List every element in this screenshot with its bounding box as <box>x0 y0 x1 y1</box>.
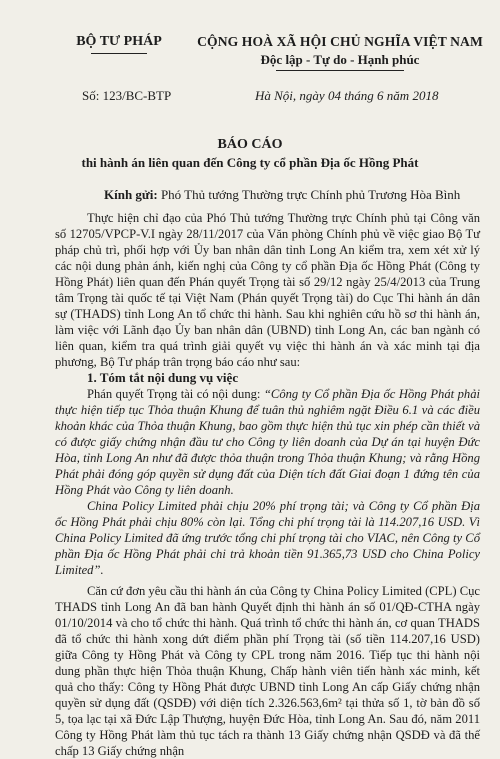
document-subtitle: thi hành án liên quan đến Công ty cổ phần Địa ốc Hồng Phát <box>81 155 419 170</box>
addressee-recipient: Phó Thủ tướng Thường trực Chính phủ Trương Hòa Bình <box>160 187 461 202</box>
addressee-line <box>104 187 460 203</box>
document-title: BÁO CÁO <box>217 137 283 152</box>
body-paragraph-enforcement: Căn cứ đơn yêu cầu thi hành án của Công ty China Policy Limited (CPL) Cục THADS tỉnh Long An đã ban hành Quyết định thi hành án số 01/QĐ-CTHA ngày 01/10/2014 và cho tổ chức thi hành. Quá trình tổ chức thi hành án, cơ quan THADS đã tổ chức thi hành xong dứt điểm phần phí Trọng tài (số tiền 114.207,16 USD) giữa Công ty Hồng Phát và Công ty CPL trong năm 2016. Tiếp tục thi hành nội dung phần thực hiện Thỏa thuận Khung, Chấp hành viên tiến hành xác minh, kết quả cho thấy: Công ty Hồng Phát được UBND tỉnh Long An cấp Giấy chứng nhận quyền sử dụng đất (QSDĐ) với diện tích 2.326.563,6m² tại thửa số 1, tờ bản đồ số 5, tọa lạc tại xã Đức Lập Thượng, huyện Đức Hòa, tỉnh Long An. Sau đó, năm 2011 Công ty Hồng Phát làm thủ tục tách ra thành 13 Giấy chứng nhận QSDĐ và đã thế chấp 13 Giấy chứng nhận <box>55 584 480 758</box>
body-paragraph-intro: Thực hiện chỉ đạo của Phó Thủ tướng Thường trực Chính phủ tại Công văn số 12705/VPCP-V.I ngày 28/11/2017 của Văn phòng Chính phủ về việc giao Bộ Tư pháp chủ trì, phối hợp với Ủy ban nhân dân tỉnh Long An kiểm tra, xem xét xử lý các nội dung phản ánh, kiến nghị của Công ty cổ phần Địa ốc Hồng Phát (Công ty Hồng Phát) liên quan đến Phán quyết Trọng tài số 29/12 ngày 25/4/2013 của Trung tâm Trọng tài quốc tế tại Việt Nam (Phán quyết Trọng tài) do Cục Thi hành án dân sự (THADS) tỉnh Long An tổ chức thi hành. Sau khi nghiên cứu hồ sơ thi hành án, làm việc với Lãnh đạo Ủy ban nhân dân (UBND) tỉnh Long An, các ban ngành có liên quan, kiểm tra quá trình giải quyết vụ việc thi hành án và xác minh tại địa phương, Bộ Tư pháp trân trọng báo cáo như sau: <box>55 211 480 369</box>
document-body <box>55 210 480 759</box>
body-paragraph-fees: China Policy Limited phải chịu 20% phí trọng tài; và Công ty Cổ phần Địa ốc Hồng Phát phải chịu 80% còn lại. Tổng chi phí trọng tài là 114.207,16 USD. Vì China Policy Limited đã ứng trước tổng chi phí trọng tài cho VIAC, nên Công ty Cổ phần Địa ốc Hồng Phát phải chi trả khoản tiền 91.365,73 USD cho China Policy Limited”. <box>55 499 480 577</box>
ministry-header <box>44 34 194 54</box>
addressee-label: Kính gửi: <box>104 187 158 202</box>
section-heading-summary: 1. Tóm tắt nội dung vụ việc <box>87 370 239 385</box>
ruling-lead-text: Phán quyết Trọng tài có nội dung: <box>87 387 264 401</box>
national-header <box>195 34 485 71</box>
ministry-name: BỘ TƯ PHÁP <box>76 34 162 49</box>
ruling-quote-text: “Công ty Cổ phần Địa ốc Hồng Phát phải thực hiện tiếp tục Thỏa thuận Khung để tuân thủ nghiêm ngặt Điều 6.1 và các điều khoản khác của Thỏa thuận Khung, bao gồm thực hiện thủ tục xin phép cần thiết và có được giấy chứng nhận đầu tư cho Công ty liên doanh của Dự án tại huyện Đức Hòa, tỉnh Long An như đã được thỏa thuận trong Thỏa thuận Khung; và rằng Hồng Phát phải đóng góp quyền sử dụng đất của Diện tích đất Giai đoạn 1 đứng tên của Hồng Phát vào Công ty liên doanh. <box>55 387 480 497</box>
body-paragraph-ruling <box>55 386 480 498</box>
country-name: CỘNG HOÀ XÃ HỘI CHỦ NGHĨA VIỆT NAM <box>197 34 483 49</box>
date-line: Hà Nội, ngày 04 tháng 6 năm 2018 <box>255 88 439 103</box>
national-motto: Độc lập - Tự do - Hạnh phúc <box>260 52 420 67</box>
motto-underline <box>276 70 404 71</box>
document-number: Số: 123/BC-BTP <box>82 88 172 103</box>
ministry-underline <box>91 53 147 54</box>
